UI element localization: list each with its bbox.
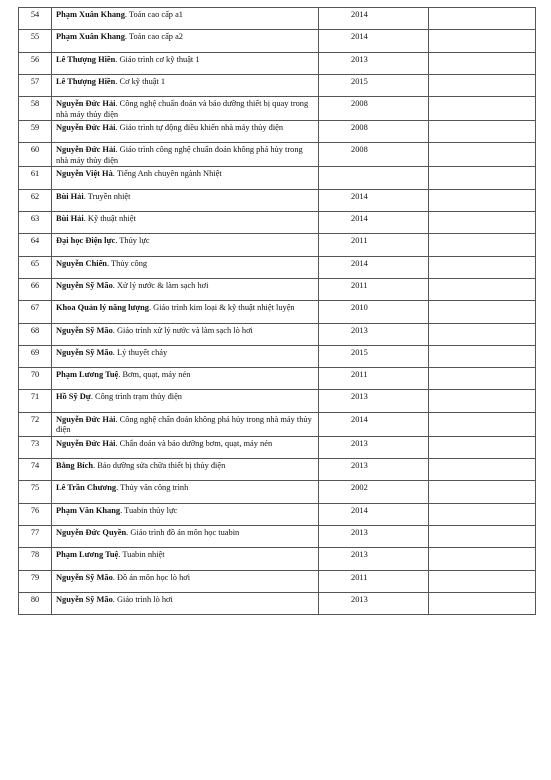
table-row — [19, 278, 536, 300]
notes-cell — [429, 212, 536, 234]
publication-year-cell — [319, 570, 429, 592]
row-number: 68 — [19, 323, 52, 345]
author-name: Nguyễn Sỹ Mão — [56, 325, 113, 335]
book-title: Giáo trình cơ kỹ thuật 1 — [119, 54, 200, 64]
book-entry: Phạm Lương Tuệ. Bơm, quạt, máy nén — [52, 368, 319, 390]
table-row — [19, 256, 536, 278]
table-row — [19, 323, 536, 345]
publication-year-cell — [319, 97, 429, 121]
book-title: Giáo trình đồ án môn học tuabin — [130, 527, 240, 537]
book-title: Công trình trạm thủy điện — [95, 392, 182, 402]
book-entry: Lê Thượng Hiền. Giáo trình cơ kỹ thuật 1 — [52, 52, 319, 74]
publication-year: 2008 — [351, 123, 368, 133]
book-title: Bơm, quạt, máy nén — [122, 370, 191, 380]
author-name: Bằng Bích — [56, 461, 94, 471]
row-number: 77 — [19, 525, 52, 547]
book-title: Cơ kỹ thuật 1 — [119, 76, 166, 86]
publication-year-cell — [319, 121, 429, 143]
table-row — [19, 548, 536, 570]
author-name: Lê Trần Chương — [56, 483, 117, 493]
book-entry: Nguyễn Việt Hà. Tiếng Anh chuyên ngành Nhiệt — [52, 167, 319, 189]
author-name: Nguyễn Đức Hải — [56, 414, 116, 424]
row-number: 61 — [19, 167, 52, 189]
table-row — [19, 481, 536, 503]
book-entry: Nguyễn Chiến. Thủy công — [52, 256, 319, 278]
row-number: 57 — [19, 74, 52, 96]
book-entry: Đại học Điện lực. Thủy lực — [52, 234, 319, 256]
publication-year: 2011 — [351, 280, 368, 290]
author-name: Phạm Xuân Khang — [56, 32, 125, 42]
book-title: Toán cao cấp a2 — [128, 32, 183, 42]
book-entry: Phạm Lương Tuệ. Tuabin nhiệt — [52, 548, 319, 570]
publication-year-cell — [319, 234, 429, 256]
table-row — [19, 301, 536, 323]
author-name: Nguyễn Đức Quyền — [56, 527, 127, 537]
book-entry: Bùi Hải. Truyền nhiệt — [52, 189, 319, 211]
book-entry: Nguyễn Sỹ Mão. Lý thuyết cháy — [52, 345, 319, 367]
row-number: 54 — [19, 8, 52, 30]
row-number: 76 — [19, 503, 52, 525]
book-entry: Phạm Xuân Khang. Toán cao cấp a2 — [52, 30, 319, 52]
row-number: 69 — [19, 345, 52, 367]
author-name: Phạm Văn Khang — [56, 505, 121, 515]
notes-cell — [429, 323, 536, 345]
book-entry: Nguyễn Sỹ Mão. Xử lý nước & làm sạch hơi — [52, 278, 319, 300]
row-number: 62 — [19, 189, 52, 211]
table-row — [19, 345, 536, 367]
publication-year: 2013 — [351, 438, 368, 448]
publication-year-cell — [319, 481, 429, 503]
author-name: Phạm Lương Tuệ — [56, 550, 119, 560]
book-entry: Nguyễn Đức Hải. Công nghệ chẩn đoán không phá hủy trong nhà máy thủy điện — [52, 412, 319, 436]
row-number: 58 — [19, 97, 52, 121]
publication-year-cell — [319, 345, 429, 367]
row-number: 73 — [19, 436, 52, 458]
row-number: 79 — [19, 570, 52, 592]
notes-cell — [429, 278, 536, 300]
publication-year-cell — [319, 30, 429, 52]
table-row — [19, 52, 536, 74]
author-name: Nguyễn Sỹ Mão — [56, 347, 113, 357]
publication-year: 2013 — [351, 594, 368, 604]
publication-year: 2014 — [351, 32, 368, 42]
book-title: Tuabin thủy lực — [124, 505, 178, 515]
publication-year: 2011 — [351, 572, 368, 582]
publication-year: 2011 — [351, 236, 368, 246]
author-name: Lê Thượng Hiền — [56, 76, 116, 86]
book-title: Kỹ thuật nhiệt — [87, 214, 136, 224]
publication-year-cell — [319, 301, 429, 323]
publication-year: 2013 — [351, 392, 368, 402]
publication-year: 2013 — [351, 527, 368, 537]
publication-year-cell — [319, 390, 429, 412]
author-name: Nguyễn Sỹ Mão — [56, 594, 113, 604]
publication-year-cell — [319, 323, 429, 345]
book-entry: Lê Trần Chương. Thủy văn công trình — [52, 481, 319, 503]
book-title: Tiếng Anh chuyên ngành Nhiệt — [116, 169, 222, 179]
notes-cell — [429, 189, 536, 211]
book-title: Thủy văn công trình — [120, 483, 189, 493]
publication-year: 2013 — [351, 461, 368, 471]
table-row — [19, 97, 536, 121]
book-title: Tuabin nhiệt — [122, 550, 165, 560]
publication-year-cell — [319, 143, 429, 167]
author-name: Phạm Xuân Khang — [56, 10, 125, 19]
row-number: 74 — [19, 459, 52, 481]
table-row — [19, 592, 536, 614]
notes-cell — [429, 412, 536, 436]
row-number: 67 — [19, 301, 52, 323]
publication-year-cell — [319, 189, 429, 211]
notes-cell — [429, 74, 536, 96]
table-row — [19, 525, 536, 547]
author-name: Đại học Điện lực — [56, 236, 116, 246]
book-list-table — [18, 7, 536, 615]
notes-cell — [429, 481, 536, 503]
publication-year-cell — [319, 212, 429, 234]
notes-cell — [429, 345, 536, 367]
table-row — [19, 8, 536, 30]
author-name: Hồ Sỹ Dự — [56, 392, 91, 402]
publication-year: 2014 — [351, 505, 368, 515]
table-row — [19, 368, 536, 390]
row-number: 80 — [19, 592, 52, 614]
publication-year-cell — [319, 525, 429, 547]
book-entry: Nguyễn Đức Hải. Chẩn đoán và bảo dưỡng bơm, quạt, máy nén — [52, 436, 319, 458]
author-name: Bùi Hải — [56, 191, 84, 201]
author-name: Nguyễn Đức Hải — [56, 123, 116, 133]
table-row — [19, 390, 536, 412]
row-number: 71 — [19, 390, 52, 412]
publication-year: 2008 — [351, 145, 368, 155]
book-entry: Nguyễn Đức Hải. Giáo trình công nghệ chuẩn đoán không phá hủy trong nhà máy thủy điện — [52, 143, 319, 167]
publication-year: 2002 — [351, 483, 368, 493]
book-title: Xử lý nước & làm sạch hơi — [116, 280, 209, 290]
book-title: Bảo dưỡng sửa chữa thiết bị thủy điện — [97, 461, 226, 471]
row-number: 56 — [19, 52, 52, 74]
publication-year-cell — [319, 74, 429, 96]
book-entry: Phạm Văn Khang. Tuabin thủy lực — [52, 503, 319, 525]
publication-year-cell — [319, 436, 429, 458]
notes-cell — [429, 52, 536, 74]
book-title: Lý thuyết cháy — [116, 347, 168, 357]
publication-year-cell — [319, 459, 429, 481]
publication-year-cell — [319, 167, 429, 189]
book-title: Giáo trình tự động điều khiển nhà máy thủy điện — [119, 123, 284, 133]
publication-year: 2013 — [351, 325, 368, 335]
publication-year: 2013 — [351, 550, 368, 560]
book-entry: Nguyễn Sỹ Mão. Giáo trình lò hơi — [52, 592, 319, 614]
row-number: 66 — [19, 278, 52, 300]
book-entry: Khoa Quản lý năng lượng. Giáo trình kim loại & kỹ thuật nhiệt luyện — [52, 301, 319, 323]
table-row — [19, 570, 536, 592]
author-name: Khoa Quản lý năng lượng — [56, 303, 149, 313]
book-entry: Nguyễn Sỹ Mão. Đồ án môn học lò hơi — [52, 570, 319, 592]
row-number: 60 — [19, 143, 52, 167]
publication-year: 2013 — [351, 54, 368, 64]
publication-year: 2015 — [351, 347, 368, 357]
book-title: Thủy công — [111, 258, 148, 268]
book-entry: Hồ Sỹ Dự. Công trình trạm thủy điện — [52, 390, 319, 412]
row-number: 65 — [19, 256, 52, 278]
publication-year-cell — [319, 278, 429, 300]
book-title: Truyền nhiệt — [87, 191, 131, 201]
notes-cell — [429, 167, 536, 189]
publication-year-cell — [319, 256, 429, 278]
table-row — [19, 234, 536, 256]
author-name: Bùi Hải — [56, 214, 84, 224]
author-name: Nguyễn Sỹ Mão — [56, 280, 113, 290]
table-row — [19, 30, 536, 52]
publication-year: 2008 — [351, 99, 368, 109]
notes-cell — [429, 525, 536, 547]
author-name: Nguyễn Đức Hải — [56, 145, 116, 155]
book-title: Giáo trình kim loại & kỹ thuật nhiệt luyện — [153, 303, 295, 313]
publication-year: 2011 — [351, 370, 368, 380]
table-row — [19, 167, 536, 189]
table-row — [19, 459, 536, 481]
publication-year: 2014 — [351, 191, 368, 201]
book-entry: Phạm Xuân Khang. Toán cao cấp a1 — [52, 8, 319, 30]
author-name: Nguyễn Chiến — [56, 258, 107, 268]
publication-year: 2014 — [351, 258, 368, 268]
book-title: Đồ án môn học lò hơi — [116, 572, 191, 582]
author-name: Nguyễn Sỹ Mão — [56, 572, 113, 582]
notes-cell — [429, 570, 536, 592]
row-number: 78 — [19, 548, 52, 570]
row-number: 75 — [19, 481, 52, 503]
row-number: 63 — [19, 212, 52, 234]
table-row — [19, 412, 536, 436]
notes-cell — [429, 256, 536, 278]
table-row — [19, 212, 536, 234]
book-entry: Bùi Hải. Kỹ thuật nhiệt — [52, 212, 319, 234]
book-entry: Lê Thượng Hiền. Cơ kỹ thuật 1 — [52, 74, 319, 96]
publication-year-cell — [319, 592, 429, 614]
book-entry: Nguyễn Đức Quyền. Giáo trình đồ án môn học tuabin — [52, 525, 319, 547]
row-number: 72 — [19, 412, 52, 436]
notes-cell — [429, 390, 536, 412]
book-title: Giáo trình công nghệ chuẩn đoán không phá hủy trong nhà máy thủy điện — [56, 145, 303, 165]
book-entry: Nguyễn Sỹ Mão. Giáo trình xử lý nước và làm sạch lò hơi — [52, 323, 319, 345]
author-name: Phạm Lương Tuệ — [56, 370, 119, 380]
book-title: Chẩn đoán và bảo dưỡng bơm, quạt, máy nén — [119, 438, 273, 448]
notes-cell — [429, 368, 536, 390]
row-number: 59 — [19, 121, 52, 143]
publication-year: 2015 — [351, 76, 368, 86]
book-title: Giáo trình lò hơi — [116, 594, 173, 604]
book-entry: Bằng Bích. Bảo dưỡng sửa chữa thiết bị thủy điện — [52, 459, 319, 481]
notes-cell — [429, 503, 536, 525]
book-title: Giáo trình xử lý nước và làm sạch lò hơi — [116, 325, 253, 335]
row-number: 64 — [19, 234, 52, 256]
publication-year-cell — [319, 548, 429, 570]
book-title: Công nghệ chuẩn đoán và bảo dưỡng thiết bị quay trong nhà máy thủy điện — [56, 99, 309, 119]
publication-year-cell — [319, 368, 429, 390]
book-title: Thủy lực — [119, 236, 150, 246]
notes-cell — [429, 548, 536, 570]
notes-cell — [429, 121, 536, 143]
table-row — [19, 436, 536, 458]
notes-cell — [429, 143, 536, 167]
row-number: 55 — [19, 30, 52, 52]
table-row — [19, 143, 536, 167]
book-entry: Nguyễn Đức Hải. Công nghệ chuẩn đoán và bảo dưỡng thiết bị quay trong nhà máy thủy điện — [52, 97, 319, 121]
publication-year: 2014 — [351, 10, 368, 19]
table-row — [19, 503, 536, 525]
book-title: Công nghệ chẩn đoán không phá hủy trong nhà máy thủy điện — [56, 414, 312, 435]
table-row — [19, 74, 536, 96]
publication-year: 2010 — [351, 303, 368, 313]
book-title: Toán cao cấp a1 — [128, 10, 183, 19]
publication-year-cell — [319, 8, 429, 30]
notes-cell — [429, 234, 536, 256]
notes-cell — [429, 459, 536, 481]
publication-year-cell — [319, 412, 429, 436]
author-name: Nguyễn Việt Hà — [56, 169, 113, 179]
row-number: 70 — [19, 368, 52, 390]
author-name: Nguyễn Đức Hải — [56, 438, 116, 448]
notes-cell — [429, 592, 536, 614]
notes-cell — [429, 436, 536, 458]
notes-cell — [429, 30, 536, 52]
notes-cell — [429, 8, 536, 30]
book-entry: Nguyễn Đức Hải. Giáo trình tự động điều khiển nhà máy thủy điện — [52, 121, 319, 143]
author-name: Nguyễn Đức Hải — [56, 99, 116, 109]
publication-year: 2014 — [351, 214, 368, 224]
author-name: Lê Thượng Hiền — [56, 54, 116, 64]
notes-cell — [429, 97, 536, 121]
table-row — [19, 189, 536, 211]
publication-year-cell — [319, 503, 429, 525]
publication-year: 2014 — [351, 414, 368, 424]
notes-cell — [429, 301, 536, 323]
publication-year-cell — [319, 52, 429, 74]
book-list-body — [19, 8, 536, 615]
table-row — [19, 121, 536, 143]
